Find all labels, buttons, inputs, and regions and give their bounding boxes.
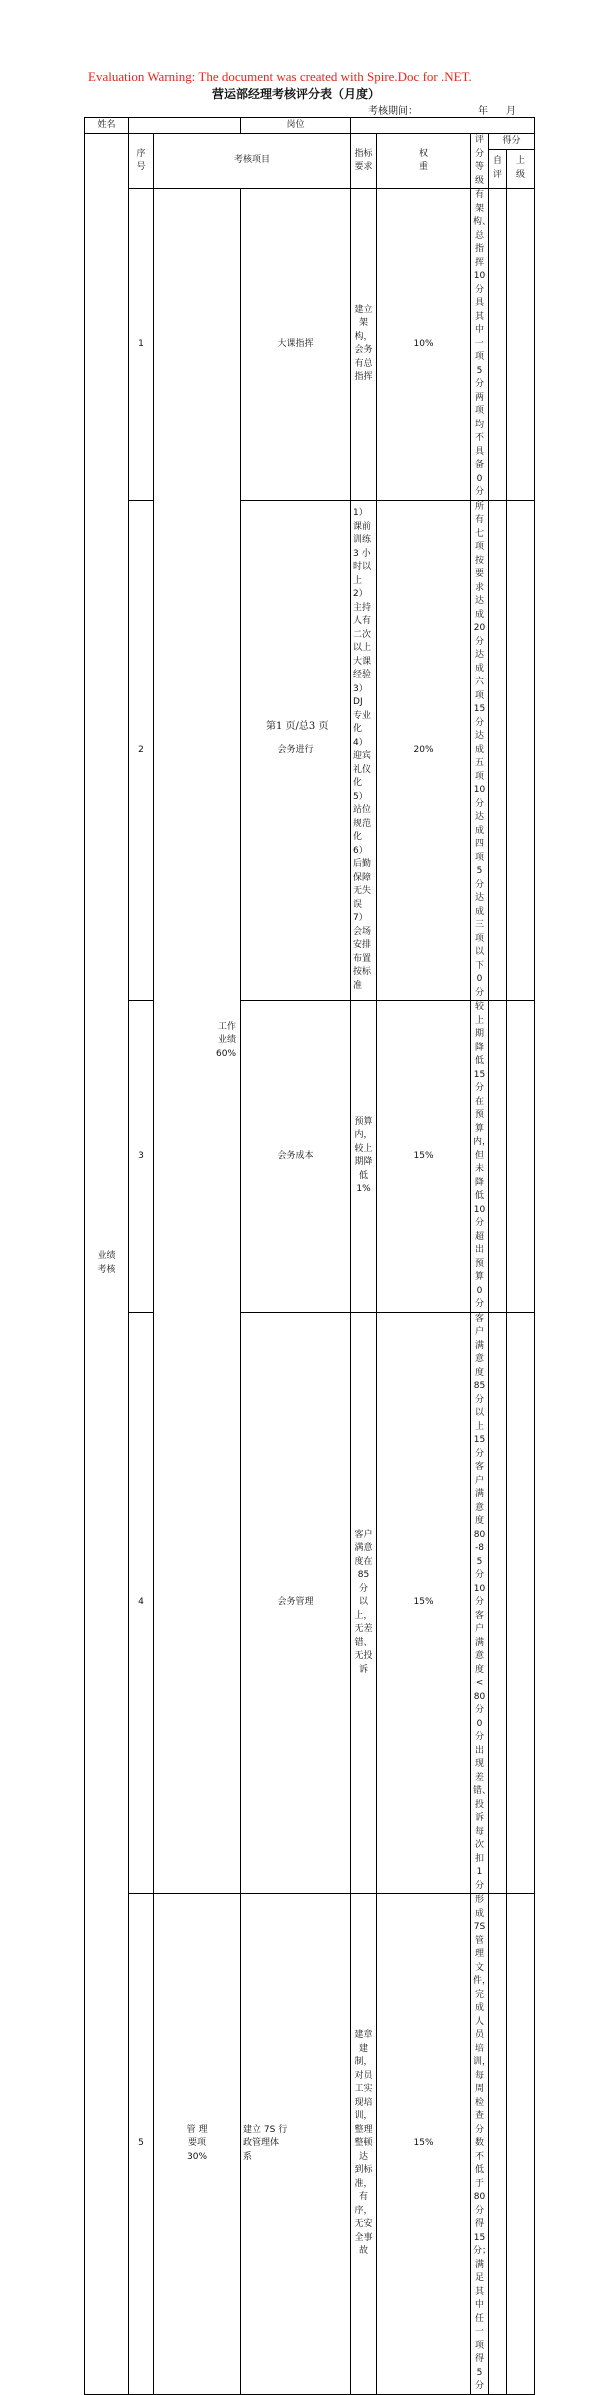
period-label: 考核期间：	[368, 106, 418, 117]
name-label: 姓名	[85, 118, 129, 134]
row4-seq: 4	[129, 1312, 154, 1894]
position-label: 岗位	[241, 118, 351, 134]
row1-indicator: 建立架构，会务有总指挥	[351, 189, 377, 501]
group-management: 管 理 要项 30%	[154, 1894, 241, 2395]
row2-superior-score[interactable]	[507, 500, 535, 1001]
page-footer: 第1 页/总3 页	[266, 721, 329, 732]
row3-grade: 较上期降低 15 分 在预算内，但未降 低 10 分 超出预算 0 分	[471, 1001, 489, 1313]
row3-superior-score[interactable]	[507, 1001, 535, 1313]
row4-weight: 15%	[377, 1312, 471, 1894]
name-field[interactable]	[129, 118, 241, 134]
row1-grade: 有架构、总指挥 10 分 具其中一项 5 分 两项均不具备 0 分	[471, 189, 489, 501]
col-indicator-header: 指标要求	[351, 134, 377, 189]
evaluation-table	[84, 117, 535, 2395]
period-month: 月	[506, 106, 516, 117]
period-year: 年	[478, 106, 488, 117]
evaluation-warning: Evaluation Warning: The document was created with Spire.Doc for .NET.	[88, 69, 472, 84]
col-grade-header: 评分等级	[471, 134, 489, 189]
col-item-header: 考核项目	[154, 134, 351, 189]
row4-superior-score[interactable]	[507, 1312, 535, 1894]
row3-item: 会务成本	[241, 1001, 351, 1313]
row5-indicator: 建章建制，对员工实 现培训，整理整顿达 到标准，有序，无安 全事故	[351, 1894, 377, 2395]
row3-indicator: 预算内，较上期降低 1%	[351, 1001, 377, 1313]
col-seq-header: 序 号	[129, 134, 154, 189]
row1-superior-score[interactable]	[507, 189, 535, 501]
col-superior-header: 上 级	[507, 149, 535, 188]
row2-weight: 20%	[377, 500, 471, 1001]
category-performance: 业绩 考核	[85, 134, 129, 2395]
row1-weight: 10%	[377, 189, 471, 501]
page-title: 营运部经理考核评分表（月度）	[212, 87, 381, 101]
row4-indicator: 客户满意度在 85 分 以上，无差错、无投 诉	[351, 1312, 377, 1894]
row1-seq: 1	[129, 189, 154, 501]
group-work-performance: 工作 业绩 60%	[154, 189, 241, 1894]
row3-seq: 3	[129, 1001, 154, 1313]
position-field[interactable]	[351, 118, 535, 134]
col-self-header: 自 评	[489, 149, 507, 188]
row4-grade: 客户满意度 85 分 以上 15 分 客户满意度 80-85 分 10 分 客户满意度<80 分 0 分 出现差错、投诉每 次扣 1 分	[471, 1312, 489, 1894]
row3-weight: 15%	[377, 1001, 471, 1313]
row2-self-score[interactable]	[489, 500, 507, 1001]
row2-indicator: 1）课前训练 3 小时以 上 2）主持人有二次以上 大课经验 3）DJ 专业化 4）迎宾礼仪化 5）站位规范化 6）后勤保障无失误 7）会场安排布置按标 准	[351, 500, 377, 1001]
row2-item: 会务进行	[241, 500, 351, 1001]
row4-item: 会务管理	[241, 1312, 351, 1894]
row3-self-score[interactable]	[489, 1001, 507, 1313]
row5-item: 建立 7S 行 政管理体 系	[241, 1894, 351, 2395]
col-weight-header: 权 重	[377, 134, 471, 189]
row5-self-score[interactable]	[489, 1894, 507, 2395]
col-score-header: 得分	[489, 134, 535, 150]
row5-grade: 形成 7S 管理文件， 完成人员培训，每 周检查分数不低 于 80 分得 15 分； 满足其中任一项 得 5 分	[471, 1894, 489, 2395]
row2-seq: 2	[129, 500, 154, 1001]
row5-weight: 15%	[377, 1894, 471, 2395]
row1-item: 大课指挥	[241, 189, 351, 501]
row1-self-score[interactable]	[489, 189, 507, 501]
row5-seq: 5	[129, 1894, 154, 2395]
row4-self-score[interactable]	[489, 1312, 507, 1894]
row5-superior-score[interactable]	[507, 1894, 535, 2395]
row2-grade: 所有七项按要求达 成 20 分 达成六项 15 分 达成五项 10 分 达成四项 5 分 达成三项以下 0 分	[471, 500, 489, 1001]
